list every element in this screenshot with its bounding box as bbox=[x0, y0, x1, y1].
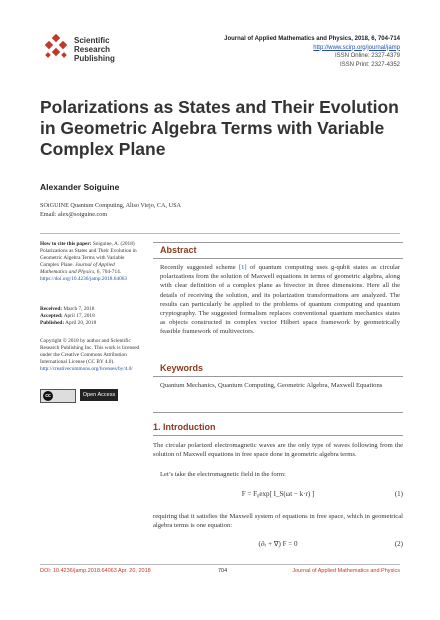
open-access-badge[interactable]: Open Access bbox=[80, 389, 118, 401]
logo-mark-icon bbox=[42, 34, 70, 62]
publisher-logo bbox=[42, 34, 152, 64]
license-link[interactable]: http://creativecommons.org/licenses/by/4.0/ bbox=[40, 366, 133, 372]
issn-online: ISSN Online: 2327-4379 bbox=[334, 53, 400, 59]
cite-text: Soiguine, A. (2018) Polarizations as States and Their Evolution in Geometric Algebra Terms with Variable Complex Plane. bbox=[40, 241, 137, 268]
accepted-label: Accepted: bbox=[40, 313, 63, 319]
paper-title: Polarizations as States and Their Evolution in Geometric Algebra Terms with Variable Complex Plane bbox=[40, 97, 399, 159]
footer-journal: Journal of Applied Mathematics and Physics bbox=[292, 568, 400, 574]
logo-text: Scientific Research Publishing bbox=[74, 36, 115, 63]
cite-vol: 6, 704-714. bbox=[95, 269, 122, 275]
abstract-rule bbox=[153, 258, 403, 259]
intro-paragraph-3: requiring that it satisfies the Maxwell system of equations in free space, which in geometrical algebra terms is one equation: bbox=[153, 513, 403, 530]
ref-link[interactable]: [1] bbox=[238, 264, 247, 271]
footer-rule bbox=[40, 564, 400, 565]
accepted-date: April 17, 2018 bbox=[62, 313, 95, 319]
page-footer bbox=[40, 568, 400, 574]
received-label: Received: bbox=[40, 306, 63, 312]
equation-2-formula: (∂ₜ + ∇) F = 0 bbox=[258, 540, 298, 548]
published-date: April 20, 2018 bbox=[64, 320, 97, 326]
equation-1-number: (1) bbox=[394, 490, 403, 498]
journal-header bbox=[224, 35, 400, 69]
cite-journal: Journal of Applied Mathematics and Physics, bbox=[40, 262, 115, 275]
footer-doi: DOI: 10.4236/jamp.2018.64063 Apr. 20, 2018 bbox=[40, 568, 151, 574]
cite-label: How to cite this paper: bbox=[40, 241, 92, 247]
keywords-rule-bottom bbox=[153, 412, 403, 413]
affiliation-block bbox=[40, 202, 181, 219]
keywords-rule bbox=[153, 376, 403, 377]
page-number: 704 bbox=[218, 568, 228, 574]
equation-1 bbox=[153, 490, 403, 502]
divider bbox=[40, 233, 400, 234]
cc-by-badge[interactable] bbox=[40, 389, 76, 403]
email: Email: alex@soiguine.com bbox=[40, 210, 108, 218]
published-label: Published: bbox=[40, 320, 65, 326]
abstract-text: Recently suggested scheme [1] of quantum computing uses g-qubit states as circular polarizations from the solution of Maxwell equations in terms of geometric algebra, along with clear definition of a complex plane as bivector in three dimensions. Here all the details of receiving the solution, and its polarization transformations are analyzed. The results can particularly be applied to the problems of quantum computing and quantum cryptography. The suggested formalism replaces conventional quantum mechanics states as objects constructed in complex vector Hilbert space framework by geometrically feasible framework of multivectors. bbox=[160, 264, 400, 336]
author-name: Alexander Soiguine bbox=[40, 182, 120, 192]
cc-icon: cc bbox=[43, 391, 53, 401]
journal-line: Journal of Applied Mathematics and Physics, 2018, 6, 704-714 bbox=[224, 36, 400, 42]
keywords-text: Quantum Mechanics, Quantum Computing, Geometric Algebra, Maxwell Equations bbox=[160, 382, 383, 389]
received-date: March 7, 2018 bbox=[62, 306, 95, 312]
keywords-heading: Keywords bbox=[160, 363, 204, 373]
citation-block bbox=[40, 241, 140, 283]
abstract-rule-top bbox=[153, 242, 403, 243]
intro-paragraph-2: Let’s take the electromagnetic field in the form: bbox=[160, 471, 286, 478]
affiliation: SOiGUINE Quantum Computing, Aliso Viejo, CA, USA bbox=[40, 202, 181, 209]
equation-2-number: (2) bbox=[394, 540, 403, 548]
issn-print: ISSN Print: 2327-4352 bbox=[339, 61, 400, 68]
intro-paragraph-1: The circular polarized electromagnetic waves are the only type of waves following from the solution of Maxwell equations in free space done in geometric algebra terms. bbox=[153, 442, 403, 459]
abstract-heading: Abstract bbox=[160, 245, 197, 255]
equation-2 bbox=[153, 540, 403, 552]
license-badges bbox=[40, 389, 116, 401]
dates-block bbox=[40, 306, 140, 327]
copyright-block bbox=[40, 338, 140, 373]
copyright-text: Copyright © 2018 by author and Scientific Research Publishing Inc. This work is licensed under the Creative Commons Attribution International License (CC BY 4.0). bbox=[40, 338, 140, 365]
intro-rule bbox=[153, 435, 403, 436]
equation-1-formula: F = F₀exp[ I_S(ωt − k·r) ] bbox=[241, 490, 315, 498]
journal-url-link[interactable]: http://www.scirp.org/journal/jamp bbox=[313, 44, 400, 51]
cite-doi-link[interactable]: https://doi.org/10.4236/jamp.2018.64063 bbox=[40, 276, 128, 282]
section-heading-introduction: 1. Introduction bbox=[153, 422, 216, 432]
